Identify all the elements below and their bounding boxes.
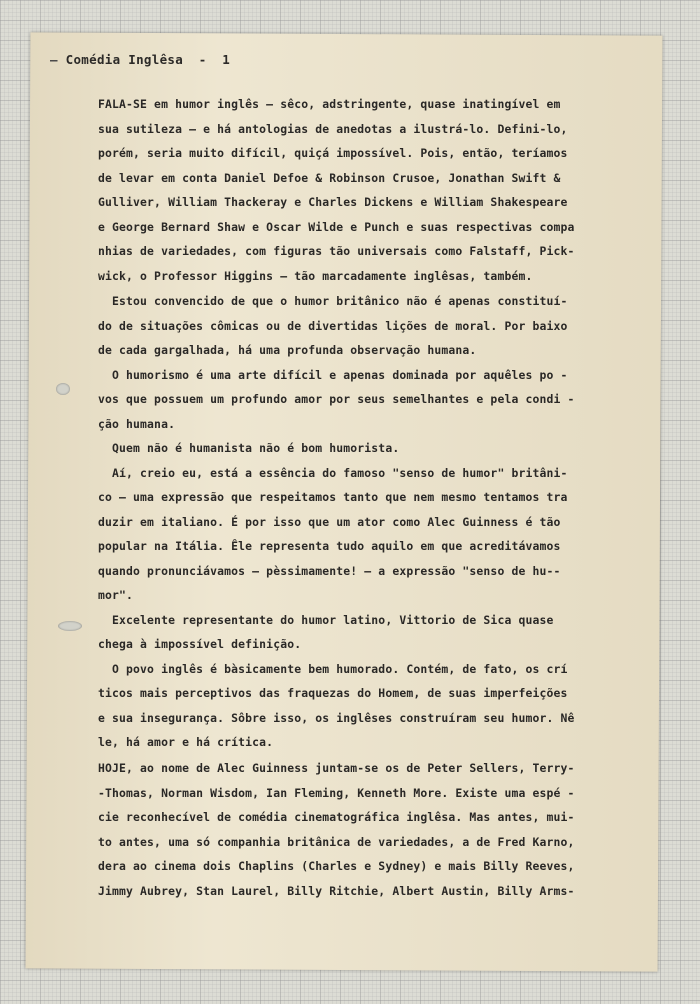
header-dash: —: [50, 52, 58, 67]
page-number: 1: [222, 52, 231, 67]
header-title: Comédia Inglêsa: [65, 52, 184, 67]
header-separator: -: [198, 52, 207, 67]
paragraph-hoje: HOJE, ao nome de Alec Guinness juntam-se os de Peter Sellers, Terry- -Thomas, Norman Wisdom, Ian Fleming, Kenneth More. Existe uma espé - cie reconhecível de comédia cinematográfica inglêsa. Mas antes, mui- to antes, uma só companhia britânica de variedades, a de Fred Karno, dera ao cinema dois Chaplins (Charles e Sydney) e mais Billy Reeves, Jimmy Aubrey, Stan Laurel, Billy Ritchie, Albert Austin, Billy Arms-: [98, 761, 575, 898]
paragraph-humor-britanico: Estou convencido de que o humor britânico não é apenas constituí- do de situações cômicas ou de divertidas lições de moral. Por baixo de cada gargalhada, há uma profunda observação humana. O humorismo é uma arte difícil e apenas dominada por aquêles po - vos que possuem um profundo amor por seus semelhantes e pela condi - ção humana. Quem não é humanista não é bom humorista. Aí, creio eu, está a essência do famoso "senso de humor" britâni- co — uma expressão que respeitamos tanto que nem mesmo tentamos tra duzir em italiano. É por isso que um ator como Alec Guinness é tão popular na Itália. Êle representa tudo aquilo em que acreditávamos quando pronunciávamos — pèssimamente! — a expressão "senso de hu-- mor". Excelente representante do humor latino, Vittorio de Sica quase chega à impossível definição. O povo inglês é bàsicamente bem humorado. Contém, de fato, os crí ticos mais perceptivos das fraquezas do Homem, de suas imperfeições e sua insegurança. Sôbre isso, os inglêses construíram seu humor. Nê le, há amor e há crítica.: [98, 294, 575, 749]
page-header: [50, 52, 230, 67]
punch-hole: [58, 621, 82, 631]
paragraph-humor-ingles: FALA-SE em humor inglês — sêco, adstringente, quase inatingível em sua sutileza — e há antologias de anedotas a ilustrá-lo. Defini-lo, porém, seria muito difícil, quiçá impossível. Pois, então, teríamos de levar em conta Daniel Defoe & Robinson Crusoe, Jonathan Swift & Gulliver, William Thackeray e Charles Dickens e William Shakespeare e George Bernard Shaw e Oscar Wilde e Punch e suas respectivas compa nhias de variedades, com figuras tão universais como Falstaff, Pick- wick, o Professor Higgins — tão marcadamente inglêsas, também.: [98, 97, 575, 283]
punch-hole: [56, 383, 70, 395]
